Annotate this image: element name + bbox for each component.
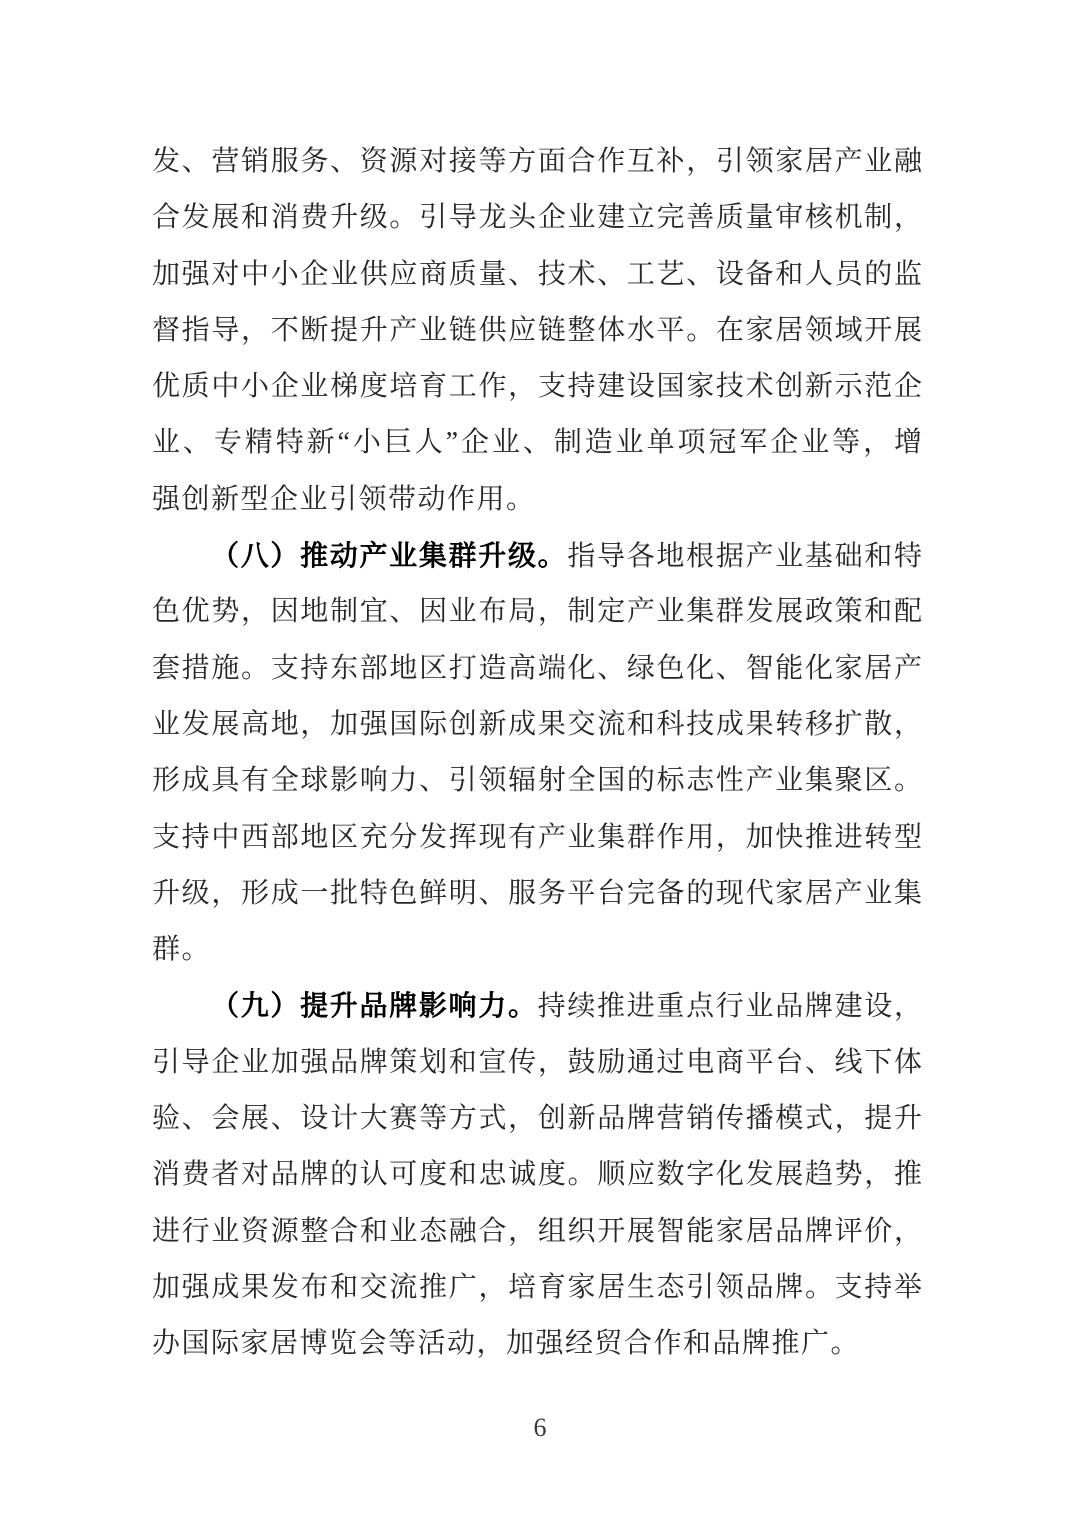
- text-line: [152, 1260, 922, 1316]
- text-line: [152, 1147, 922, 1203]
- text-line: [152, 1091, 922, 1147]
- body-text-segment: 升级，形成一批特色鲜明、服务平台完备的现代家居产业集: [152, 877, 922, 909]
- text-line: [152, 866, 922, 922]
- text-line: [152, 753, 922, 809]
- body-text-segment: 引导企业加强品牌策划和宣传，鼓励通过电商平台、线下体: [152, 1046, 922, 1078]
- body-text-segment: 形成具有全球影响力、引领辐射全国的标志性产业集聚区。: [152, 765, 922, 797]
- body-text-segment: 验、会展、设计大赛等方式，创新品牌营销传播模式，提升: [152, 1103, 922, 1135]
- text-line: [152, 1035, 922, 1091]
- paragraph-section-8: [152, 528, 922, 978]
- text-line: [152, 641, 922, 697]
- body-text-segment: 业发展高地，加强国际创新成果交流和科技成果转移扩散，: [152, 708, 922, 740]
- text-line: [152, 303, 922, 359]
- body-text-segment: 支持中西部地区充分发挥现有产业集群作用，加快推进转型: [152, 821, 922, 853]
- body-text-segment: 优质中小企业梯度培育工作，支持建设国家技术创新示范企: [152, 371, 922, 403]
- body-text-segment: 色优势，因地制宜、因业布局，制定产业集群发展政策和配: [152, 596, 922, 628]
- body-text-segment: 加强成果发布和交流推广，培育家居生态引领品牌。支持举: [152, 1271, 922, 1303]
- text-line: [152, 978, 922, 1034]
- text-line: [152, 528, 922, 584]
- body-text-segment: 办国际家居博览会等活动，加强经贸合作和品牌推广。: [152, 1328, 861, 1360]
- body-text-segment: 合发展和消费升级。引导龙头企业建立完善质量审核机制，: [152, 202, 922, 234]
- paragraph-continuation: [152, 134, 922, 528]
- text-line: [152, 247, 922, 303]
- body-text-segment: 督指导，不断提升产业链供应链整体水平。在家居领域开展: [152, 314, 922, 346]
- body-text-segment: 进行业资源整合和业态融合，组织开展智能家居品牌评价，: [152, 1215, 922, 1247]
- text-line: [152, 922, 922, 978]
- text-line: [152, 472, 922, 528]
- text-line: [152, 584, 922, 640]
- body-text-segment: 持续推进重点行业品牌建设，: [537, 991, 922, 1023]
- body-text-segment: 强创新型企业引领带动作用。: [152, 483, 536, 515]
- text-line: [152, 190, 922, 246]
- body-text-segment: 业、专精特新“小巨人”企业、制造业单项冠军企业等，增: [152, 427, 922, 459]
- text-line: [152, 1204, 922, 1260]
- paragraph-section-9: [152, 978, 922, 1372]
- text-line: [152, 415, 922, 471]
- section-heading-segment: （八）推动产业集群升级。: [211, 540, 568, 572]
- body-text-segment: 发、营销服务、资源对接等方面合作互补，引领家居产业融: [152, 146, 922, 177]
- text-line: [152, 810, 922, 866]
- text-line: [152, 134, 922, 190]
- text-line: [152, 1316, 922, 1372]
- section-heading-segment: （九）提升品牌影响力。: [211, 990, 538, 1022]
- body-text-segment: 加强对中小企业供应商质量、技术、工艺、设备和人员的监: [152, 258, 922, 290]
- body-text-segment: 群。: [152, 934, 212, 966]
- body-text-segment: 套措施。支持东部地区打造高端化、绿色化、智能化家居产: [152, 652, 922, 684]
- body-text-segment: 消费者对品牌的认可度和忠诚度。顺应数字化发展趋势，推: [152, 1159, 922, 1191]
- text-line: [152, 359, 922, 415]
- page-number: 6: [533, 1413, 547, 1442]
- document-body: [152, 134, 922, 1373]
- body-text-segment: 指导各地根据产业基础和特: [567, 541, 922, 573]
- text-line: [152, 697, 922, 753]
